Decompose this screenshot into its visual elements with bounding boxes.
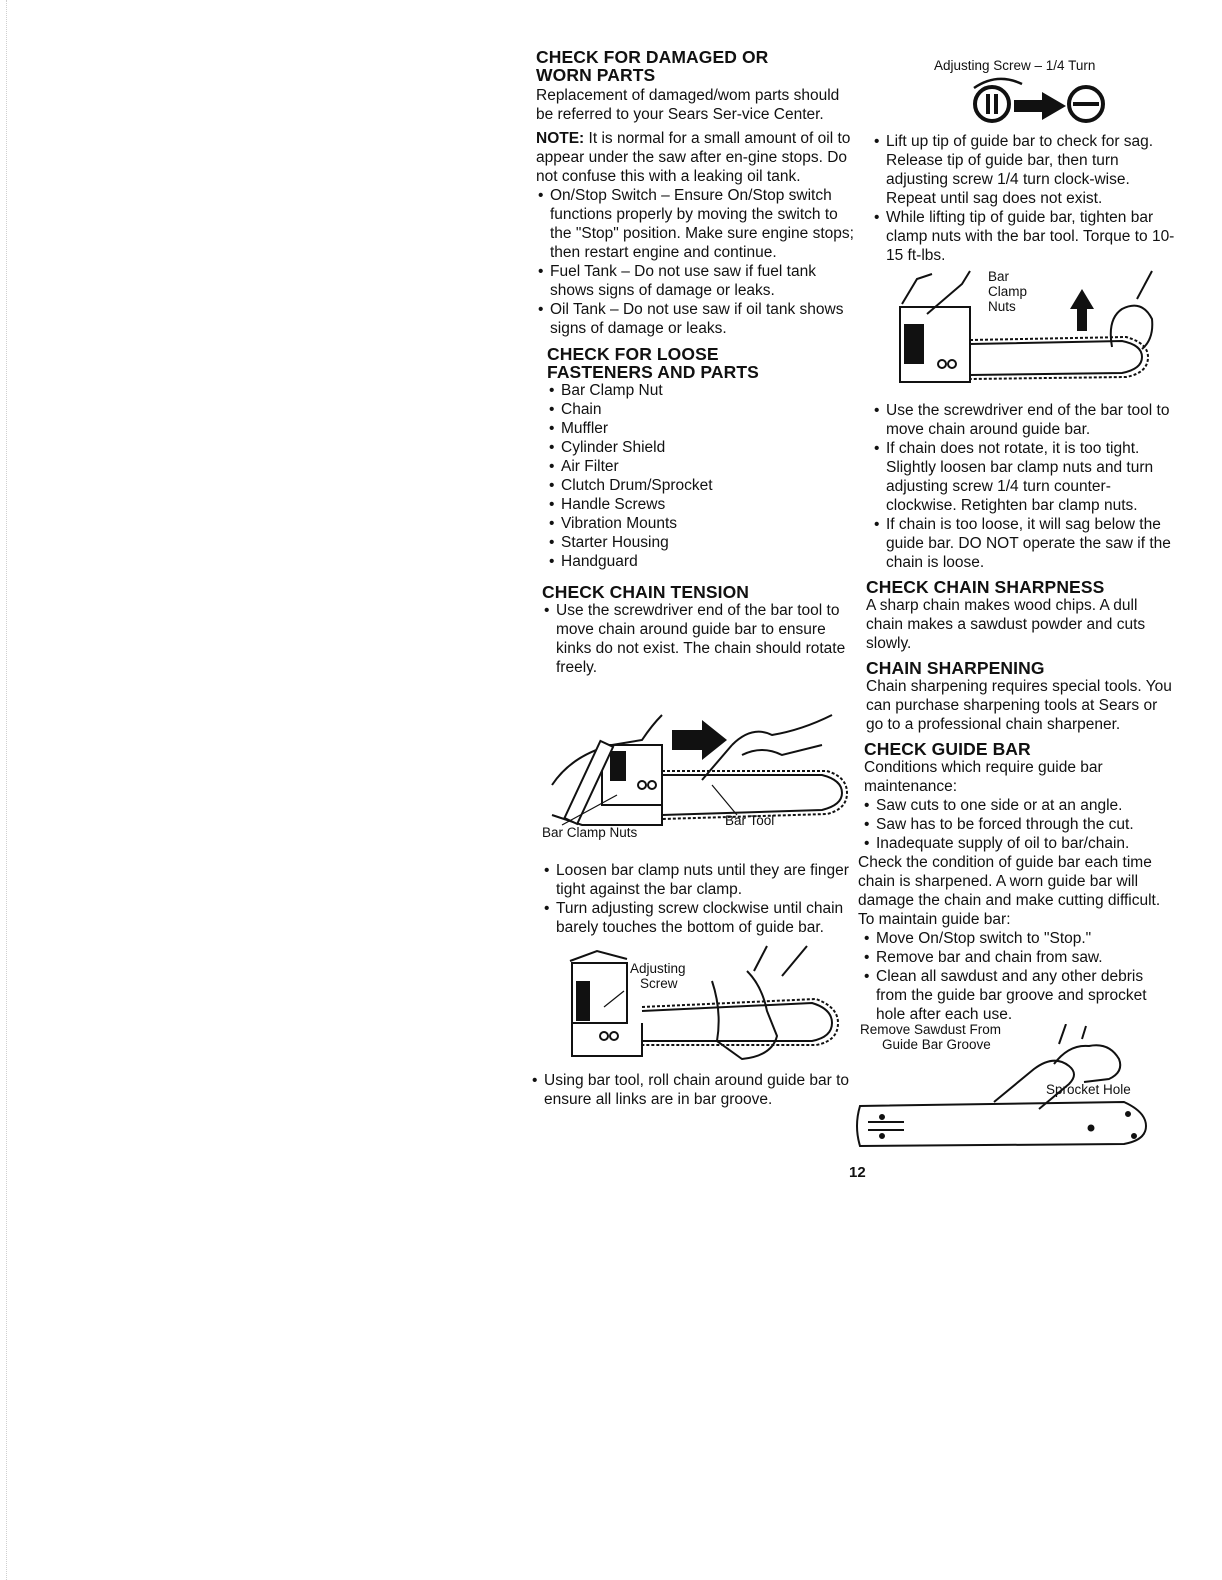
figure-bar-tool xyxy=(542,685,862,855)
label-bar-tool: Bar Tool xyxy=(725,813,775,828)
list-item: • Bar Clamp Nut xyxy=(547,381,858,400)
right-column xyxy=(858,54,1176,1148)
guide-bar-conditions xyxy=(862,796,1176,853)
note-paragraph xyxy=(536,129,858,186)
left-column xyxy=(536,48,858,1109)
note-text: It is normal for a small amount of oil to appear under the saw after en-gine stops. Do not confuse this with a leaking oil tank. xyxy=(536,130,851,185)
list-item: • While lifting tip of guide bar, tighten bar clamp nuts with the bar tool. Torque to 10-15 ft-lbs. xyxy=(872,208,1176,265)
list-item: • Clutch Drum/Sprocket xyxy=(547,476,858,495)
heading-chain-sharpness: CHECK CHAIN SHARPNESS xyxy=(866,577,1105,597)
heading-loose-fasteners xyxy=(547,345,858,381)
figure-screw-turn xyxy=(862,54,1176,132)
list-item: • Move On/Stop switch to "Stop." xyxy=(862,929,1176,948)
lift-tip-illustration xyxy=(892,269,1182,399)
heading-chain-sharpening: CHAIN SHARPENING xyxy=(866,658,1045,678)
section-chain-tension xyxy=(542,583,858,1109)
list-item: • Starter Housing xyxy=(547,533,858,552)
list-item: • Handguard xyxy=(547,552,858,571)
label-sprocket-hole: Sprocket Hole xyxy=(1046,1082,1131,1097)
list-item: • If chain is too loose, it will sag below the guide bar. DO NOT operate the saw if the chain is loose. xyxy=(872,515,1176,572)
figure-adjusting-screw xyxy=(542,941,842,1063)
label-remove-sawdust: Remove Sawdust From xyxy=(860,1022,1002,1037)
list-item: • Turn adjusting screw clockwise until chain barely touches the bottom of guide bar. xyxy=(542,899,858,937)
section-loose-fasteners xyxy=(547,345,858,571)
list-item: • Fuel Tank – Do not use saw if fuel tank shows signs of damage or leaks. xyxy=(536,262,858,300)
list-item: • Clean all sawdust and any other debris from the guide bar groove and sprocket hole after each use. xyxy=(862,967,1176,1024)
heading-line-2: WORN PARTS xyxy=(536,65,656,85)
heading-guide-bar: CHECK GUIDE BAR xyxy=(864,739,1031,759)
note-label: NOTE: xyxy=(536,130,585,147)
tension-bullets-3 xyxy=(530,1071,858,1109)
heading-line-2: FASTENERS AND PARTS xyxy=(547,362,759,382)
tension-bullets-2 xyxy=(542,861,858,937)
tension-bullets-1 xyxy=(542,601,858,677)
section-damaged-parts xyxy=(536,48,858,338)
list-item: • Loosen bar clamp nuts until they are finger tight against the bar clamp. xyxy=(542,861,858,899)
list-item: • Air Filter xyxy=(547,457,858,476)
heading-line-1: CHECK FOR LOOSE xyxy=(547,344,719,364)
list-item: • If chain does not rotate, it is too tight. Slightly loosen bar clamp nuts and turn adjusting screw 1/4 turn counter-clockwise. Retighten bar clamp nuts. xyxy=(872,439,1176,515)
label-guide-bar-groove: Guide Bar Groove xyxy=(882,1037,991,1052)
label-bar: Bar xyxy=(988,269,1010,284)
list-item: • Handle Screws xyxy=(547,495,858,514)
page-number: 12 xyxy=(849,1164,866,1181)
replacement-paragraph: Replacement of damaged/wom parts should be referred to your Sears Ser-vice Center. xyxy=(536,87,840,123)
label-bar-clamp-nuts: Bar Clamp Nuts xyxy=(542,825,638,840)
list-item: • Saw has to be forced through the cut. xyxy=(862,815,1176,834)
list-item: • On/Stop Switch – Ensure On/Stop switch functions properly by moving the switch to the "Stop" position. Make sure engine stops; then restart engine and continue. xyxy=(536,186,858,262)
right-bullets-1 xyxy=(872,132,1176,265)
list-item: • Chain xyxy=(547,400,858,419)
list-item: • Use the screwdriver end of the bar tool to move chain around guide bar. xyxy=(872,401,1176,439)
list-item: • Cylinder Shield xyxy=(547,438,858,457)
list-item: • Saw cuts to one side or at an angle. xyxy=(862,796,1176,815)
list-item: • Oil Tank – Do not use saw if oil tank shows signs of damage or leaks. xyxy=(536,300,858,338)
sharpness-text: A sharp chain makes wood chips. A dull chain makes a sawdust powder and cuts slowly. xyxy=(866,597,1146,652)
list-item: • Muffler xyxy=(547,419,858,438)
damaged-bullets xyxy=(536,186,858,338)
fastener-list xyxy=(547,381,858,571)
list-item: • Use the screwdriver end of the bar tool to move chain around guide bar to ensure kinks do not exist. The chain should rotate freely. xyxy=(542,601,858,677)
figure-guide-bar xyxy=(854,1024,1154,1148)
list-item: • Remove bar and chain from saw. xyxy=(862,948,1176,967)
guide-bar-text: Check the condition of guide bar each time chain is sharpened. A worn guide bar will damage the chain and make cutting difficult. To maintain guide bar: xyxy=(858,854,1161,928)
label-screw: Screw xyxy=(640,976,678,991)
adjusting-screw-caption: Adjusting Screw – 1/4 Turn xyxy=(934,58,1096,73)
label-adjusting: Adjusting xyxy=(630,961,686,976)
figure-lift-tip xyxy=(892,269,1182,399)
section-chain-sharpness xyxy=(866,578,1176,653)
section-chain-sharpening xyxy=(866,659,1176,734)
screw-turn-diagram xyxy=(862,72,1176,132)
heading-damaged-parts xyxy=(536,48,858,84)
guide-bar-intro: Conditions which require guide bar maintenance: xyxy=(864,759,1103,795)
list-item: • Using bar tool, roll chain around guide bar to ensure all links are in bar groove. xyxy=(530,1071,858,1109)
scan-edge xyxy=(6,0,8,1580)
list-item: • Vibration Mounts xyxy=(547,514,858,533)
adjusting-screw-illustration xyxy=(542,941,842,1063)
label-clamp: Clamp xyxy=(988,284,1028,299)
right-bullets-2 xyxy=(872,401,1176,572)
list-item: • Lift up tip of guide bar to check for sag. Release tip of guide bar, then turn adjusting screw 1/4 turn clock-wise. Repeat until sag does not exist. xyxy=(872,132,1176,208)
chainsaw-bar-tool-illustration xyxy=(542,685,862,835)
label-nuts: Nuts xyxy=(988,299,1016,314)
heading-line-1: CHECK FOR DAMAGED OR xyxy=(536,47,769,67)
section-guide-bar xyxy=(858,739,1176,1148)
heading-chain-tension: CHECK CHAIN TENSION xyxy=(542,582,750,602)
sharpening-text: Chain sharpening requires special tools. You can purchase sharpening tools at Sears or go to a professional chain sharpener. xyxy=(866,678,1172,733)
guide-bar-steps xyxy=(862,929,1176,1024)
list-item: • Inadequate supply of oil to bar/chain. xyxy=(862,834,1176,853)
